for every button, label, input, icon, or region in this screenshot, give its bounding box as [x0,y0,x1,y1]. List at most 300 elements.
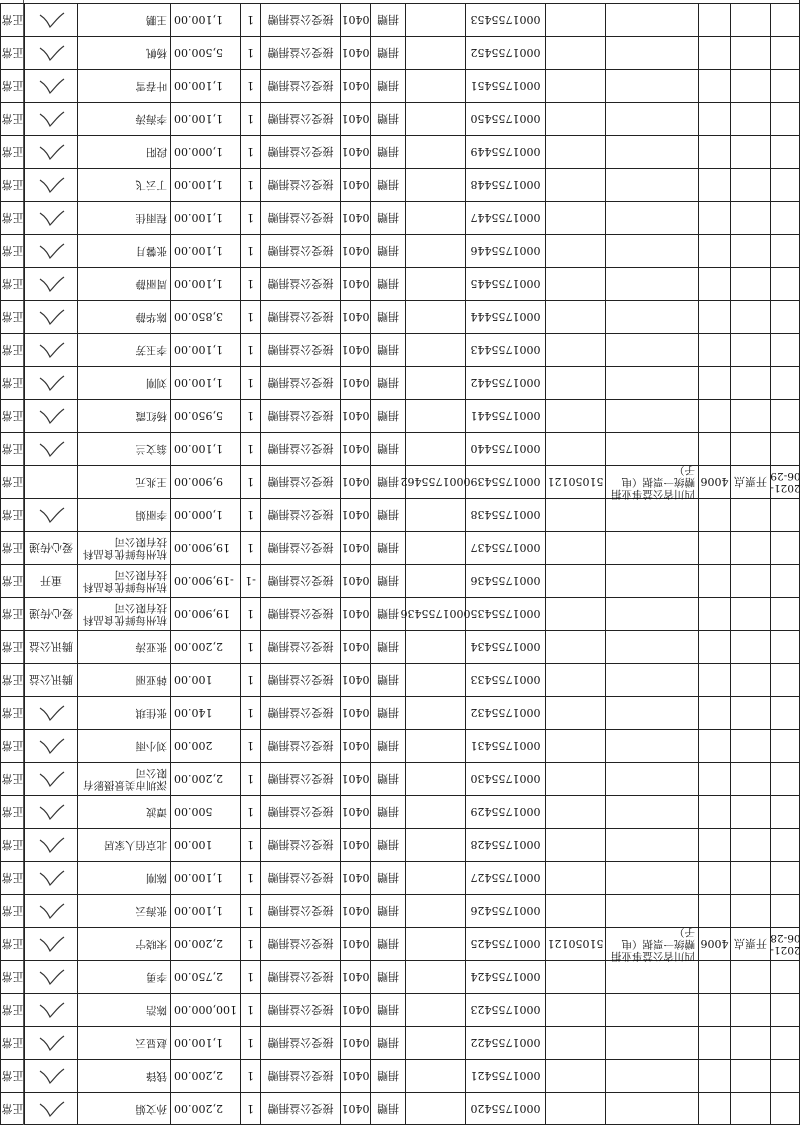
cell-code [340,861,370,894]
cell-status [0,1059,24,1092]
cell-text: 周丽静 [135,278,167,290]
cell-receipt-no [465,1092,545,1125]
cell-ref-no [405,927,465,960]
cell-amount [170,300,240,333]
cell-text: 0001755443 [470,343,541,357]
cell-qty [240,630,260,663]
cell-project [260,432,340,465]
handwritten-signature-icon [34,207,68,229]
cell-org-code [545,333,605,366]
cell-org-code [545,828,605,861]
cell-category [370,663,405,696]
table-row [0,69,800,102]
cell-text: 捐赠 [377,178,399,191]
cell-org-name [605,927,698,960]
cell-receipt-no [465,498,545,531]
cell-text: 0401 [341,343,370,357]
cell-ref-no [405,861,465,894]
cell-voucher-type [730,729,770,762]
cell-text: 1 [247,805,254,819]
cell-voucher-no [698,927,730,960]
cell-payer [77,3,170,36]
cell-category [370,69,405,102]
cell-text: 0401 [341,310,370,324]
cell-amount [170,1092,240,1125]
cell-org-name [605,399,698,432]
cell-project [260,267,340,300]
cell-code [340,135,370,168]
cell-org-code [545,366,605,399]
cell-text: 捐赠 [377,607,399,620]
cell-text: 1 [247,409,254,423]
cell-code [340,1059,370,1092]
cell-org-code [545,762,605,795]
cell-category [370,696,405,729]
cell-text: 0401 [341,442,370,456]
cell-text: 接受公益捐赠 [267,673,334,686]
cell-text: 捐赠 [377,574,399,587]
cell-text: 正常 [1,607,24,620]
cell-text: 正常 [1,574,24,587]
cell-voucher-type [730,36,770,69]
cell-status [0,531,24,564]
cell-project [260,762,340,795]
cell-text: 0001755431 [470,739,541,753]
cell-qty [240,300,260,333]
cell-payer [77,201,170,234]
cell-project [260,894,340,927]
cell-voucher-type [730,267,770,300]
cell-text: 1 [247,607,254,621]
cell-text: 正常 [1,904,24,917]
cell-org-name [605,333,698,366]
cell-text: 1 [247,145,254,159]
cell-payer [77,234,170,267]
cell-project [260,828,340,861]
cell-voucher-type [730,696,770,729]
cell-text: 0001755426 [470,904,541,918]
cell-status [0,201,24,234]
cell-text: 刘刚 [146,377,167,389]
table-row [0,597,800,630]
cell-text: 1 [247,244,254,258]
cell-receipt-no [465,432,545,465]
cell-text: 0401 [341,805,370,819]
cell-project [260,861,340,894]
cell-text: 2021-06-28 [770,932,801,956]
cell-payer [77,168,170,201]
cell-text: 0001755437 [470,541,541,555]
cell-voucher-type [730,564,770,597]
cell-payer [77,564,170,597]
cell-qty [240,432,260,465]
cell-voucher-type [730,861,770,894]
cell-project [260,102,340,135]
cell-qty [240,465,260,498]
cell-org-name [605,729,698,762]
cell-ref-no [405,663,465,696]
cell-org-code [545,201,605,234]
table-row [0,465,800,498]
cell-text: 0001755439 [470,475,541,489]
cell-text: 0401 [341,871,370,885]
cell-category [370,1059,405,1092]
cell-code [340,432,370,465]
cell-text: 捐赠 [377,640,399,653]
cell-status [0,630,24,663]
cell-category [370,399,405,432]
cell-payer [77,960,170,993]
cell-ref-no [405,696,465,729]
cell-receipt-no [465,795,545,828]
cell-text: 0001755450 [470,112,541,126]
cell-status [0,762,24,795]
cell-text: 赵显云 [135,1037,167,1049]
cell-text: 0401 [341,376,370,390]
cell-text: 1 [247,442,254,456]
cell-text: 1 [247,211,254,225]
cell-code [340,531,370,564]
cell-voucher-no [698,960,730,993]
cell-text: 1 [247,970,254,984]
cell-org-code [545,795,605,828]
cell-receipt-no [465,102,545,135]
handwritten-signature-icon [34,900,68,922]
cell-voucher-no [698,795,730,828]
cell-date [770,102,800,135]
cell-project [260,729,340,762]
table-row [0,564,800,597]
handwritten-signature-icon [34,273,68,295]
cell-amount [170,564,240,597]
cell-text: 开票点 [734,475,767,488]
cell-project [260,168,340,201]
cell-project [260,663,340,696]
cell-text: 0401 [341,1069,370,1083]
cell-qty [240,564,260,597]
cell-text: 0001755424 [470,970,541,984]
table-row [0,795,800,828]
cell-project [260,234,340,267]
cell-text: 丁云飞 [135,179,167,191]
cell-text: 正常 [1,310,24,323]
cell-text: 正常 [1,673,24,686]
cell-category [370,3,405,36]
cell-ref-no [405,1026,465,1059]
cell-org-code [545,135,605,168]
cell-receipt-no [465,399,545,432]
cell-project [260,531,340,564]
cell-amount [170,267,240,300]
cell-text: 0401 [341,541,370,555]
cell-voucher-no [698,861,730,894]
cell-text: 4006 [700,937,729,951]
cell-voucher-type [730,531,770,564]
cell-code [340,498,370,531]
cell-status [0,102,24,135]
cell-text: 0401 [341,607,370,621]
cell-org-code [545,168,605,201]
cell-text: 0001755440 [470,442,541,456]
cell-org-name [605,366,698,399]
cell-code [340,399,370,432]
cell-text: 接受公益捐赠 [267,112,334,125]
cell-text: 1 [247,706,254,720]
cell-text: 正常 [1,871,24,884]
cell-text: 0401 [341,508,370,522]
cell-status [0,960,24,993]
cell-status [0,663,24,696]
cell-text: -1 [245,574,256,588]
cell-date [770,531,800,564]
cell-org-code [545,465,605,498]
cell-text: 翁文兰 [135,443,167,455]
table-row [0,762,800,795]
cell-project [260,993,340,1026]
cell-date [770,267,800,300]
cell-text: 孙文娟 [135,1103,167,1115]
cell-text: 0001755441 [470,409,541,423]
cell-ref-no [405,69,465,102]
cell-voucher-no [698,465,730,498]
cell-voucher-no [698,366,730,399]
table-row [0,399,800,432]
cell-signature [24,828,77,861]
cell-org-name [605,861,698,894]
cell-amount [170,927,240,960]
cell-text: 1 [247,475,254,489]
cell-receipt-no [465,69,545,102]
cell-org-name [605,432,698,465]
cell-voucher-type [730,69,770,102]
cell-text: 捐赠 [377,508,399,521]
cell-amount [170,1026,240,1059]
cell-category [370,267,405,300]
cell-category [370,960,405,993]
cell-text: 正常 [1,772,24,785]
cell-text: 1 [247,343,254,357]
cell-signature [24,927,77,960]
cell-text: 1 [247,673,254,687]
cell-text: 接受公益捐赠 [267,1003,334,1016]
cell-org-code [545,927,605,960]
cell-receipt-no [465,3,545,36]
cell-text: 接受公益捐赠 [267,343,334,356]
cell-text: 0001755421 [470,1069,541,1083]
cell-signature [24,465,77,498]
table-row [0,960,800,993]
cell-code [340,993,370,1026]
cell-status [0,333,24,366]
cell-text: 2,200.00 [174,640,223,654]
cell-text: 捐赠 [377,475,399,488]
handwritten-signature-icon [34,504,68,526]
cell-qty [240,3,260,36]
cell-payer [77,267,170,300]
cell-text: 100.00 [174,838,213,852]
cell-text: 捐赠 [377,46,399,59]
cell-amount [170,465,240,498]
cell-voucher-no [698,729,730,762]
cell-org-name [605,465,698,498]
cell-voucher-type [730,432,770,465]
cell-text: 捐赠 [377,904,399,917]
cell-code [340,696,370,729]
cell-status [0,564,24,597]
cell-text: 捐赠 [377,739,399,752]
cell-text: 捐赠 [377,376,399,389]
cell-code [340,366,370,399]
table-row [0,696,800,729]
cell-date [770,1059,800,1092]
cell-receipt-no [465,663,545,696]
table-row [0,993,800,1026]
handwritten-signature-icon [34,735,68,757]
cell-payer [77,300,170,333]
cell-date [770,960,800,993]
cell-org-name [605,828,698,861]
cell-text: 接受公益捐赠 [267,772,334,785]
cell-org-code [545,960,605,993]
cell-qty [240,663,260,696]
cell-text: 5,950.00 [174,409,223,423]
cell-voucher-no [698,630,730,663]
cell-qty [240,1026,260,1059]
table-row [0,1092,800,1125]
cell-text: 0401 [341,838,370,852]
cell-voucher-type [730,498,770,531]
handwritten-signature-icon [34,933,68,955]
cell-signature [24,333,77,366]
cell-signature [24,729,77,762]
cell-text: 接受公益捐赠 [267,13,334,26]
cell-text: 接受公益捐赠 [267,904,334,917]
cell-text: 捐赠 [377,145,399,158]
cell-text: 0401 [341,475,370,489]
cell-status [0,861,24,894]
cell-signature [24,201,77,234]
cell-text: 正常 [1,13,24,26]
cell-code [340,960,370,993]
cell-text: 2,200.00 [174,1069,223,1083]
cell-code [340,333,370,366]
cell-voucher-type [730,333,770,366]
cell-signature [24,168,77,201]
cell-text: 杭州每鲜优食品科技有限公司 [83,602,167,626]
cell-text: 1 [247,772,254,786]
cell-text: 2,200.00 [174,937,223,951]
cell-code [340,300,370,333]
cell-text: 1 [247,1036,254,1050]
cell-text: 接受公益捐赠 [267,277,334,290]
cell-qty [240,960,260,993]
cell-text: 200.00 [174,739,213,753]
cell-text: 接受公益捐赠 [267,706,334,719]
cell-code [340,3,370,36]
cell-ref-no [405,333,465,366]
cell-payer [77,663,170,696]
cell-text: 正常 [1,508,24,521]
cell-date [770,498,800,531]
cell-status [0,3,24,36]
cell-text: 0001755434 [470,640,541,654]
cell-ref-no [405,300,465,333]
cell-project [260,333,340,366]
table-row [0,1026,800,1059]
cell-ref-no [405,1092,465,1125]
cell-signature [24,234,77,267]
cell-voucher-type [730,795,770,828]
cell-voucher-type [730,102,770,135]
cell-text: 0001755423 [470,1003,541,1017]
cell-receipt-no [465,828,545,861]
cell-text: 捐赠 [377,772,399,785]
cell-text: 1,000.00 [174,145,223,159]
cell-status [0,993,24,1026]
cell-text: 捐赠 [377,211,399,224]
cell-text: 捐赠 [377,1102,399,1115]
cell-date [770,663,800,696]
cell-org-name [605,894,698,927]
cell-org-name [605,135,698,168]
cell-qty [240,267,260,300]
handwritten-signature-icon [34,306,68,328]
cell-org-name [605,102,698,135]
cell-project [260,960,340,993]
cell-payer [77,795,170,828]
cell-text: 9,900.00 [174,475,223,489]
cell-text: 接受公益捐赠 [267,1102,334,1115]
cell-text: 正常 [1,178,24,191]
cell-payer [77,696,170,729]
cell-qty [240,135,260,168]
cell-text: 1,100.00 [174,376,223,390]
handwritten-signature-icon [34,966,68,988]
cell-signature [24,795,77,828]
cell-org-name [605,630,698,663]
cell-voucher-type [730,927,770,960]
cell-payer [77,1059,170,1092]
cell-amount [170,69,240,102]
cell-receipt-no [465,861,545,894]
cell-org-code [545,3,605,36]
cell-date [770,234,800,267]
cell-date [770,69,800,102]
table-row [0,828,800,861]
cell-text: 0001755447 [470,211,541,225]
cell-text: 1,100.00 [174,904,223,918]
cell-receipt-no [465,366,545,399]
cell-voucher-no [698,894,730,927]
cell-project [260,3,340,36]
cell-date [770,366,800,399]
cell-text: 张馨月 [135,245,167,257]
cell-text: 0401 [341,277,370,291]
cell-date [770,1026,800,1059]
cell-ref-no [405,36,465,69]
cell-org-name [605,498,698,531]
cell-signature [24,498,77,531]
cell-text: 0401 [341,574,370,588]
cell-ref-no [405,630,465,663]
cell-text: 0401 [341,112,370,126]
cell-org-name [605,696,698,729]
cell-text: 接受公益捐赠 [267,508,334,521]
cell-voucher-no [698,1059,730,1092]
cell-text: 陈刚 [146,872,167,884]
handwritten-signature-icon [34,834,68,856]
cell-text: 1,100.00 [174,79,223,93]
